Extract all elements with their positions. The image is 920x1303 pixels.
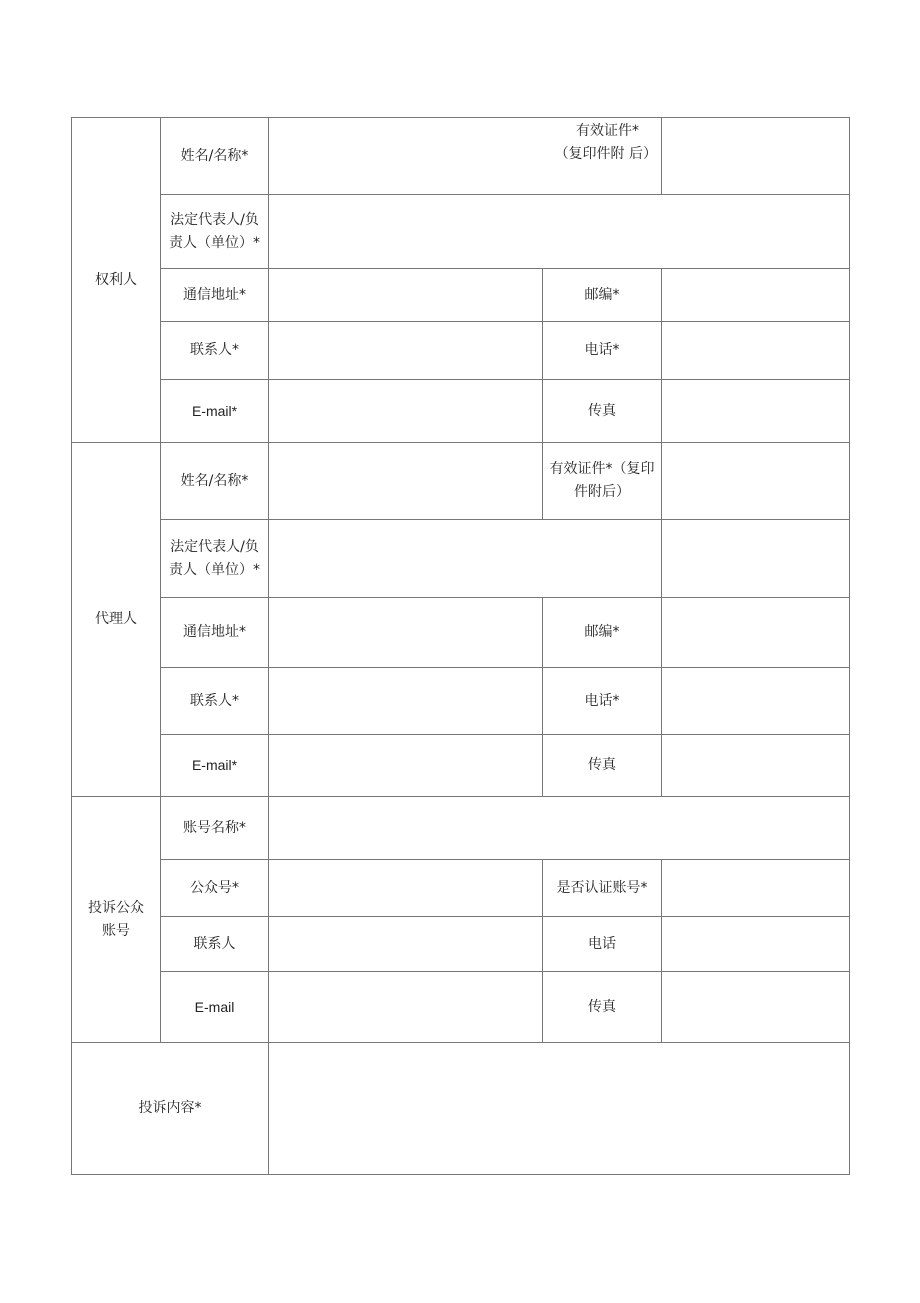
rights-holder-id-label-line2: （复印件附 后）: [554, 146, 658, 162]
agent-section-label: 代理人: [72, 443, 161, 797]
agent-address-field[interactable]: [269, 598, 543, 668]
complained-account-section-label: 投诉公众账号: [72, 797, 161, 1043]
account-fax-label: 传真: [543, 972, 662, 1043]
account-email-field[interactable]: [269, 972, 543, 1043]
public-account-label: 公众号*: [161, 860, 269, 917]
public-account-field[interactable]: [269, 860, 543, 917]
agent-address-label: 通信地址*: [161, 598, 269, 668]
complaint-content-field[interactable]: [269, 1043, 850, 1175]
rights-holder-id-label-line1: 有效证件*: [576, 123, 640, 139]
verified-account-label: 是否认证账号*: [543, 860, 662, 917]
account-contact-field[interactable]: [269, 917, 543, 972]
rights-holder-postcode-field[interactable]: [662, 269, 850, 322]
agent-email-label: E-mail*: [161, 735, 269, 797]
account-name-label: 账号名称*: [161, 797, 269, 860]
agent-legal-rep-field[interactable]: [269, 520, 662, 598]
rights-holder-email-label: E-mail*: [161, 380, 269, 443]
rights-holder-address-field[interactable]: [269, 269, 543, 322]
rights-holder-contact-label: 联系人*: [161, 322, 269, 380]
complaint-content-label: 投诉内容*: [72, 1043, 269, 1175]
agent-email-field[interactable]: [269, 735, 543, 797]
verified-account-field[interactable]: [662, 860, 850, 917]
rights-holder-email-field[interactable]: [269, 380, 543, 443]
agent-id-field[interactable]: [662, 443, 850, 520]
agent-fax-field[interactable]: [662, 735, 850, 797]
agent-contact-label: 联系人*: [161, 668, 269, 735]
rights-holder-id-field[interactable]: [662, 118, 850, 195]
rights-holder-name-label: 姓名/名称*: [161, 118, 269, 195]
complaint-form-table: [71, 117, 850, 1175]
rights-holder-section-label: 权利人: [72, 118, 161, 443]
account-fax-field[interactable]: [662, 972, 850, 1043]
rights-holder-postcode-label: 邮编*: [543, 269, 662, 322]
rights-holder-fax-label: 传真: [543, 380, 662, 443]
rights-holder-address-label: 通信地址*: [161, 269, 269, 322]
agent-phone-field[interactable]: [662, 668, 850, 735]
agent-postcode-label: 邮编*: [543, 598, 662, 668]
agent-name-label: 姓名/名称*: [161, 443, 269, 520]
agent-fax-label: 传真: [543, 735, 662, 797]
account-phone-field[interactable]: [662, 917, 850, 972]
account-phone-label: 电话: [543, 917, 662, 972]
rights-holder-legal-rep-field[interactable]: [269, 195, 850, 269]
agent-postcode-field[interactable]: [662, 598, 850, 668]
account-contact-label: 联系人: [161, 917, 269, 972]
agent-legal-rep-label: 法定代表人/负责人（单位）*: [161, 520, 269, 598]
rights-holder-id-label: [269, 118, 662, 195]
rights-holder-fax-field[interactable]: [662, 380, 850, 443]
agent-name-field[interactable]: [269, 443, 543, 520]
rights-holder-contact-field[interactable]: [269, 322, 543, 380]
agent-phone-label: 电话*: [543, 668, 662, 735]
rights-holder-legal-rep-label: 法定代表人/负责人（单位）*: [161, 195, 269, 269]
rights-holder-phone-label: 电话*: [543, 322, 662, 380]
account-name-field[interactable]: [269, 797, 850, 860]
agent-id-label: 有效证件*（复印件附后）: [543, 443, 662, 520]
agent-contact-field[interactable]: [269, 668, 543, 735]
account-email-label: E-mail: [161, 972, 269, 1043]
agent-legal-rep-extra-field[interactable]: [662, 520, 850, 598]
rights-holder-phone-field[interactable]: [662, 322, 850, 380]
